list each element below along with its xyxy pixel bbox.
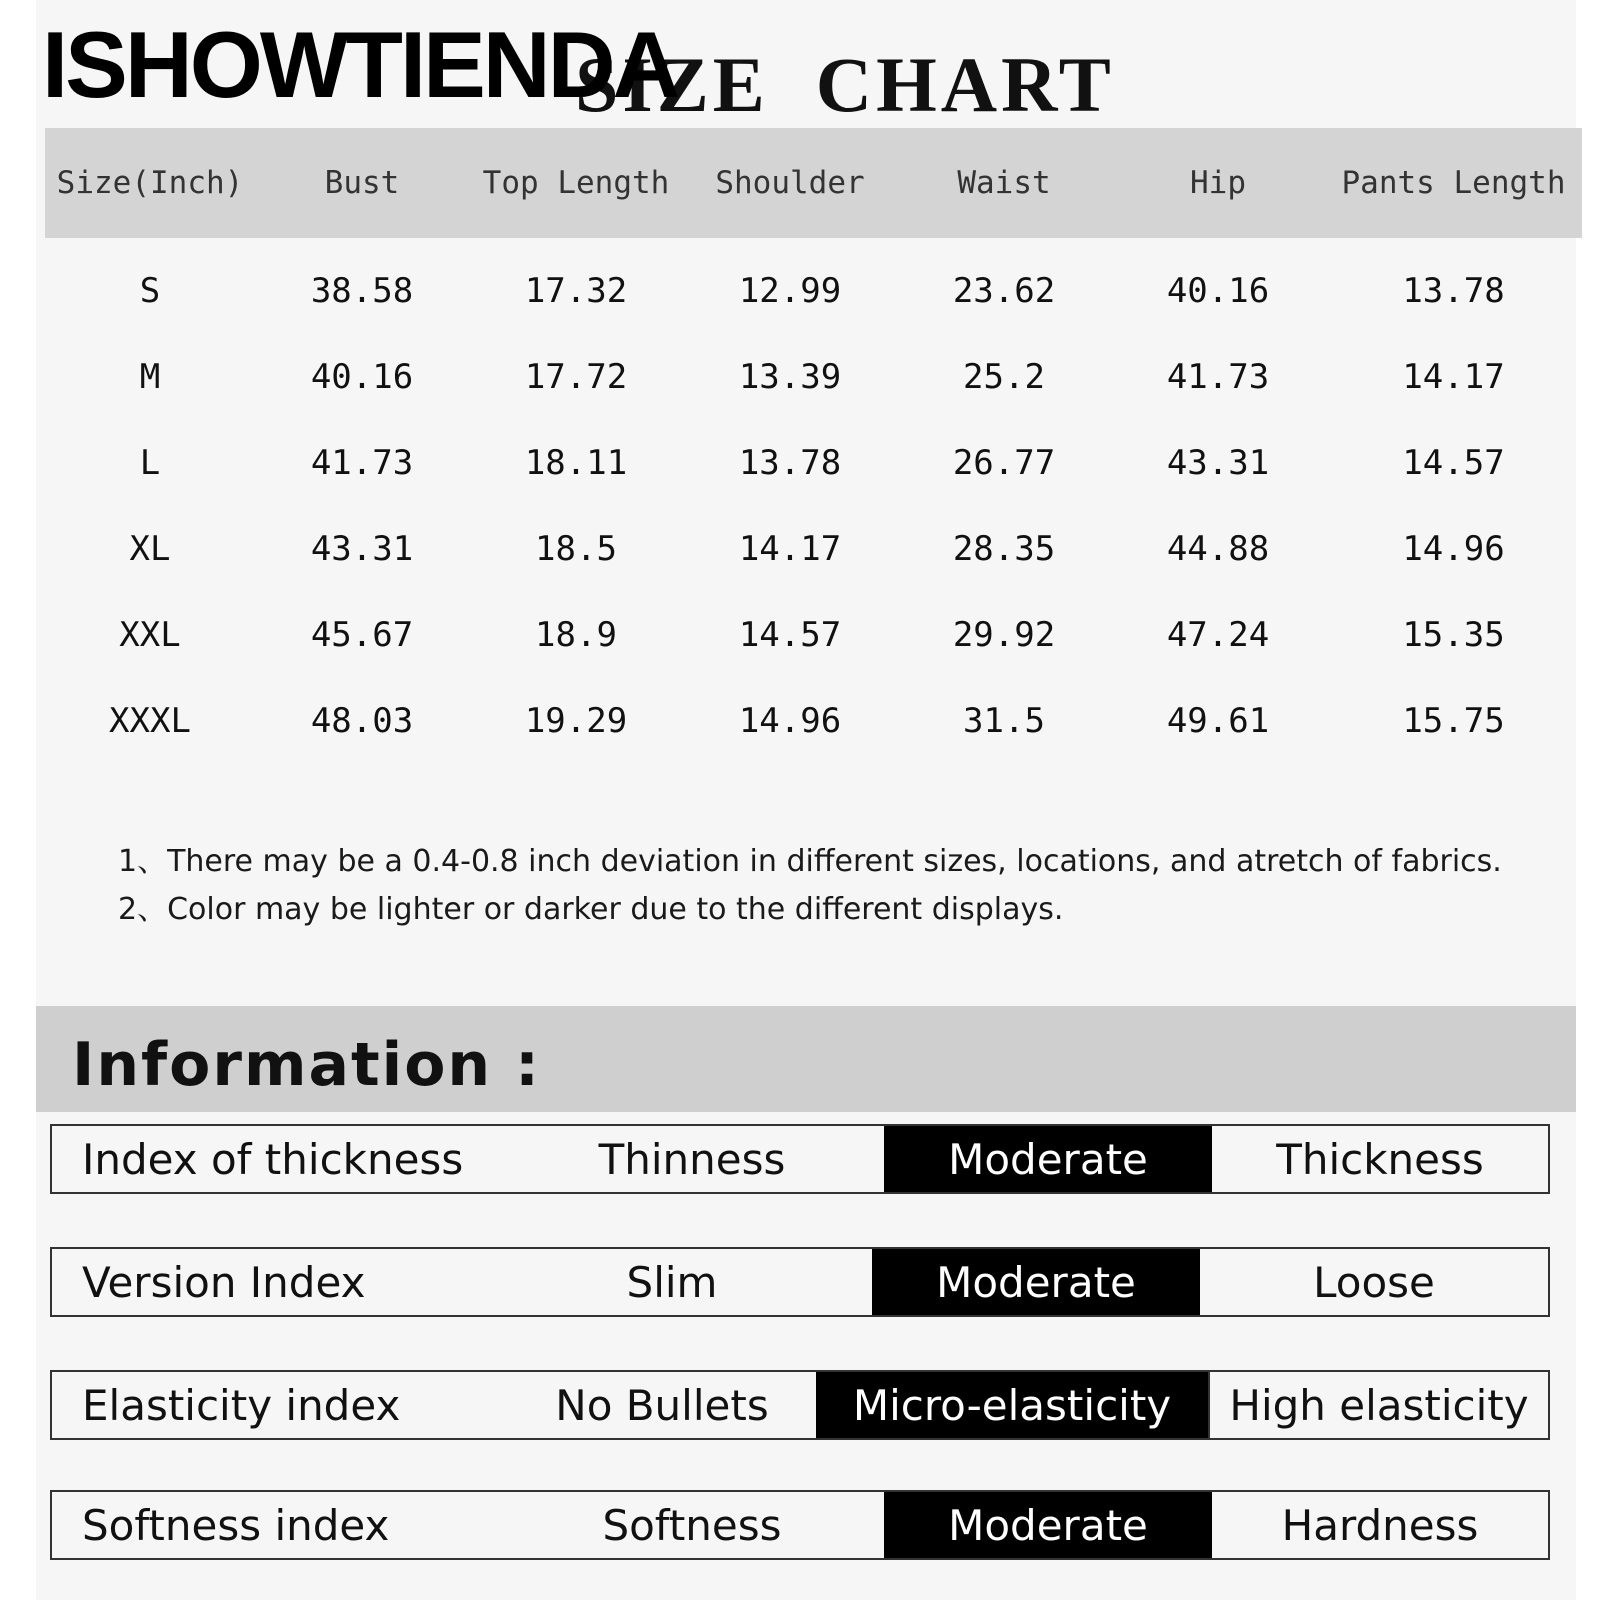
table-cell: 13.78	[1402, 271, 1505, 311]
table-cell: L	[139, 443, 161, 483]
info-row-version	[50, 1247, 1550, 1317]
header-hip: Hip	[1111, 128, 1325, 238]
table-cell: S	[139, 271, 161, 311]
table-cell: 19.29	[524, 701, 628, 741]
table-cell: 41.73	[1166, 357, 1270, 397]
info-row-thickness	[50, 1124, 1550, 1194]
info-option: High elasticity	[1208, 1372, 1548, 1438]
table-cell: 47.24	[1166, 615, 1270, 655]
info-option: Softness	[602, 1500, 782, 1550]
info-option: No Bullets	[555, 1380, 769, 1430]
table-cell: 14.57	[738, 615, 842, 655]
info-option: Loose	[1313, 1257, 1435, 1307]
table-cell: 18.9	[535, 615, 617, 655]
info-option-selected: Micro-elasticity	[816, 1372, 1208, 1438]
header-shoulder: Shoulder	[683, 128, 897, 238]
table-cell: 18.11	[524, 443, 628, 483]
table-cell: XXXL	[109, 701, 191, 741]
table-cell: 14.17	[738, 529, 842, 569]
size-table	[45, 128, 1582, 764]
info-row-elasticity	[50, 1370, 1550, 1440]
table-cell: 13.39	[738, 357, 842, 397]
table-cell: 15.35	[1402, 615, 1505, 655]
table-cell: 38.58	[310, 271, 414, 311]
info-row-softness	[50, 1490, 1550, 1560]
table-row	[45, 420, 1582, 506]
table-row	[45, 506, 1582, 592]
header-bust: Bust	[255, 128, 469, 238]
table-cell: 17.32	[524, 271, 628, 311]
table-cell: 14.57	[1402, 443, 1505, 483]
table-cell: 25.2	[963, 357, 1045, 397]
table-cell: 23.62	[952, 271, 1056, 311]
table-cell: 43.31	[1166, 443, 1270, 483]
table-cell: 28.35	[952, 529, 1056, 569]
table-cell: 40.16	[1166, 271, 1270, 311]
table-cell: 29.92	[952, 615, 1056, 655]
table-cell: 45.67	[310, 615, 414, 655]
table-cell: 18.5	[535, 529, 617, 569]
header-waist: Waist	[897, 128, 1111, 238]
info-label: Elasticity index	[82, 1380, 401, 1430]
info-label: Version Index	[82, 1257, 366, 1307]
table-cell: 43.31	[310, 529, 414, 569]
info-option-selected: Moderate	[884, 1126, 1212, 1192]
brand-logo: ISHOWTIENDA	[42, 12, 678, 117]
info-option-selected: Moderate	[884, 1492, 1212, 1558]
table-cell: 48.03	[310, 701, 414, 741]
table-cell: 14.96	[738, 701, 842, 741]
notes	[118, 838, 1502, 934]
table-header-row	[45, 128, 1582, 238]
header-pants-length: Pants Length	[1325, 128, 1582, 238]
table-cell: 13.78	[738, 443, 842, 483]
table-cell: 14.96	[1402, 529, 1505, 569]
table-row	[45, 238, 1582, 334]
header-top-length: Top Length	[469, 128, 683, 238]
header-size: Size(Inch)	[45, 128, 255, 238]
table-cell: 17.72	[524, 357, 628, 397]
info-option-selected: Moderate	[872, 1249, 1200, 1315]
info-option: Hardness	[1281, 1500, 1479, 1550]
table-cell: M	[139, 357, 161, 397]
info-option: Thickness	[1276, 1134, 1484, 1184]
note-color: 2、Color may be lighter or darker due to the different displays.	[118, 892, 1064, 927]
info-option: Slim	[626, 1257, 718, 1307]
table-cell: 31.5	[963, 701, 1045, 741]
table-cell: 44.88	[1166, 529, 1270, 569]
table-cell: 41.73	[310, 443, 414, 483]
table-cell: 49.61	[1166, 701, 1270, 741]
page-title: SIZE CHART	[575, 41, 1115, 128]
table-cell: 15.75	[1402, 701, 1505, 741]
table-cell: 26.77	[952, 443, 1056, 483]
table-row	[45, 592, 1582, 678]
table-row	[45, 678, 1582, 764]
table-row	[45, 334, 1582, 420]
table-cell: XL	[129, 529, 171, 569]
table-cell: XXL	[119, 615, 181, 655]
table-cell: 40.16	[310, 357, 414, 397]
table-cell: 14.17	[1402, 357, 1505, 397]
info-label: Index of thickness	[82, 1134, 464, 1184]
information-title: Information :	[72, 1030, 542, 1100]
info-option: Thinness	[598, 1134, 786, 1184]
info-label: Softness index	[82, 1500, 390, 1550]
table-cell: 12.99	[738, 271, 842, 311]
note-deviation: 1、There may be a 0.4-0.8 inch deviation in different sizes, locations, and atretch of fabrics.	[118, 844, 1502, 879]
